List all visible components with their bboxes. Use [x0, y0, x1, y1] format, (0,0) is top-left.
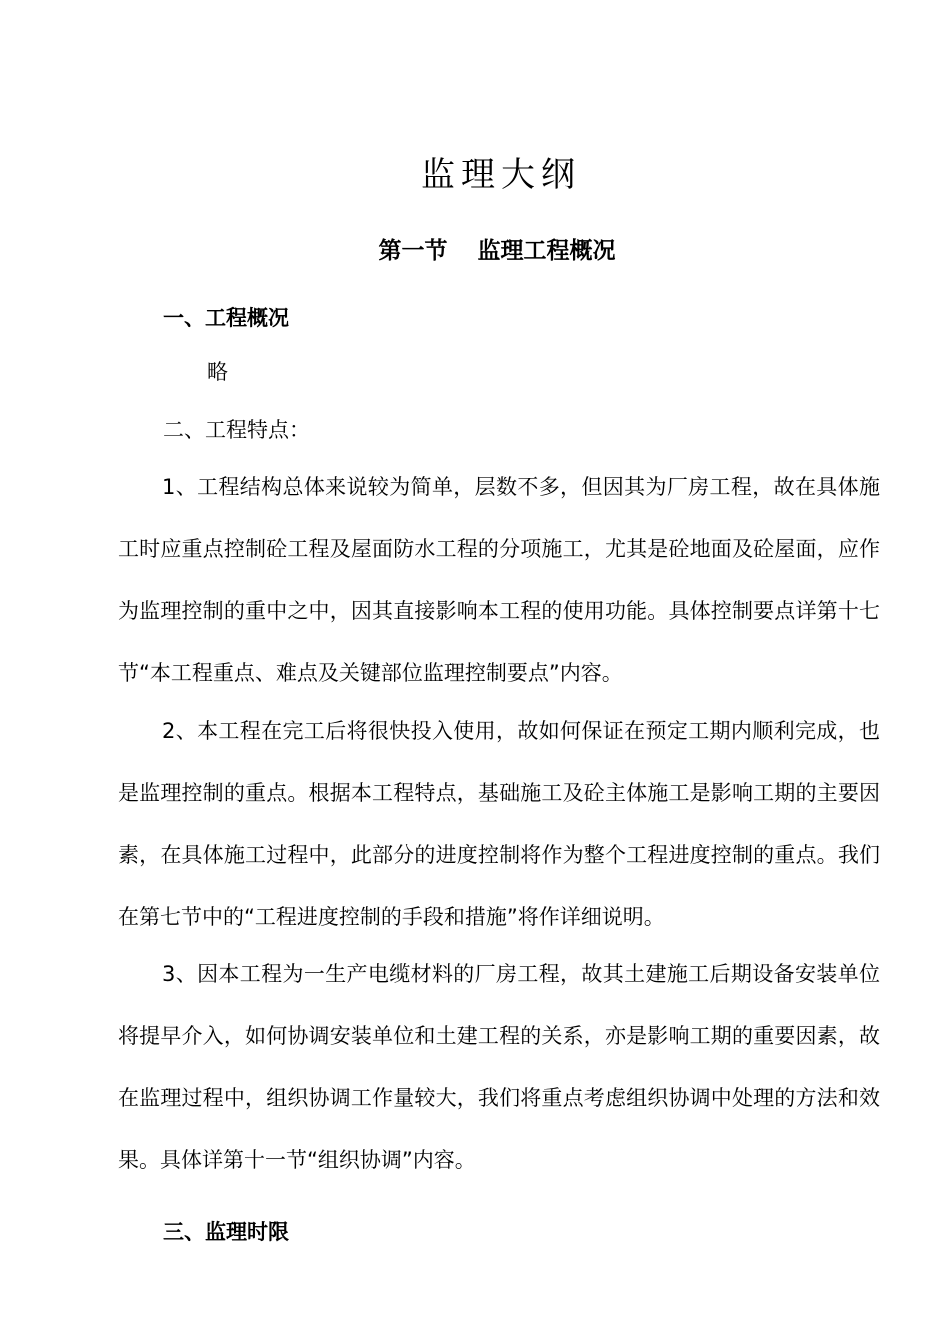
overview-body: 略 — [207, 360, 228, 384]
section-name: 监理工程概况 — [477, 238, 616, 264]
document-title: 监理大纲 — [421, 155, 581, 195]
paragraph-feature-1: 1、工程结构总体来说较为简单，层数不多，但因其为厂房工程，故在具体施工时应重点控制砼工程及屋面防水工程的分项施工，尤其是砼地面及砼屋面，应作为监理控制的重中之中，因其直接影响本工程的使用功能。具体控制要点详第十七节“本工程重点、难点及关键部位监理控制要点”内容。 — [118, 475, 880, 685]
paragraph-feature-2: 2、本工程在完工后将很快投入使用，故如何保证在预定工期内顺利完成，也是监理控制的重点。根据本工程特点，基础施工及砼主体施工是影响工期的主要因素，在具体施工过程中，此部分的进度控制将作为整个工程进度控制的重点。我们在第七节中的“工程进度控制的手段和措施”将作详细说明。 — [118, 719, 880, 929]
heading-project-features: 二、工程特点： — [163, 418, 310, 442]
section-title — [0, 233, 950, 269]
paragraph-feature-3: 3、因本工程为一生产电缆材料的厂房工程，故其土建施工后期设备安装单位将提早介入，如何协调安装单位和土建工程的关系，亦是影响工期的重要因素，故在监理过程中，组织协调工作量较大，我们将重点考虑组织协调中处理的方法和效果。具体详第十一节“组织协调”内容。 — [118, 962, 880, 1172]
heading-supervision-period: 三、监理时限 — [163, 1220, 289, 1244]
section-number: 第一节 — [378, 238, 448, 264]
heading-project-overview: 一、工程概况 — [163, 306, 289, 330]
